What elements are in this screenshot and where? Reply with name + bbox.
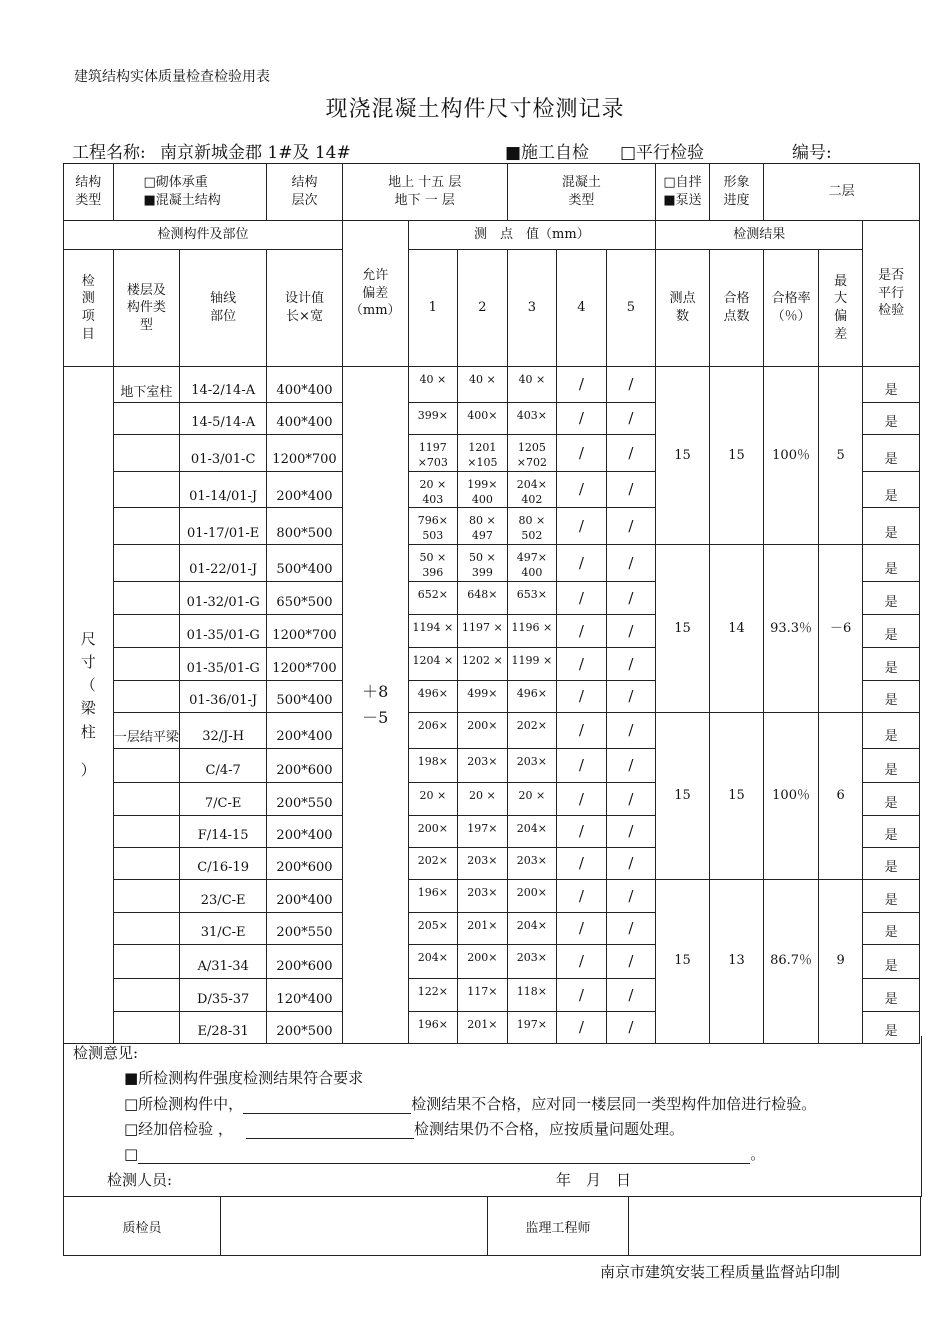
measure-cell: 50 × 399 [458, 545, 508, 582]
measure-cell: 1197 ×703 [408, 435, 458, 472]
measure-cell: 199× 400 [458, 471, 508, 508]
item-name-char: 尺 [80, 629, 96, 648]
measure-cell-empty: / [606, 647, 656, 680]
axis-cell: 31/C-E [180, 912, 267, 944]
measure-cell-empty: / [557, 403, 607, 435]
points-count-cell: 15 [656, 712, 710, 879]
floor-type-cell [113, 403, 180, 435]
measure-cell: 1197 × [458, 614, 508, 647]
point-5-header: 5 [606, 250, 656, 367]
measure-cell-empty: / [557, 545, 607, 582]
measure-cell-empty: / [606, 614, 656, 647]
floor-level-label: 结构 层次 [267, 164, 343, 221]
measure-cell: 197× [458, 815, 508, 847]
design-value-cell: 1200*700 [267, 614, 343, 647]
measure-cell-empty: / [606, 912, 656, 944]
progress-value: 二层 [764, 164, 920, 221]
measure-cell: 1204 × [408, 647, 458, 680]
measure-cell-empty: / [606, 367, 656, 403]
measure-cell: 20 × [408, 782, 458, 815]
measure-cell: 198× [408, 748, 458, 782]
design-value-cell: 200*400 [267, 815, 343, 847]
design-value-header: 设计值 长×宽 [267, 250, 343, 367]
max-deviation-header: 最 大 偏 差 [818, 250, 862, 367]
other-opinion-blank[interactable] [138, 1147, 750, 1164]
pass-points-header: 合格 点数 [709, 250, 764, 367]
concrete-option[interactable]: ■混凝土结构 [143, 193, 221, 208]
measure-cell-empty: / [606, 847, 656, 879]
measure-cell: 203× [458, 879, 508, 912]
design-value-cell: 200*600 [267, 847, 343, 879]
parallel-cell: 是 [863, 912, 920, 944]
parallel-cell: 是 [863, 680, 920, 712]
measure-cell: 205× [408, 912, 458, 944]
pass-points-cell: 14 [709, 545, 764, 713]
measure-cell: 653× [507, 581, 557, 614]
design-value-cell: 500*400 [267, 545, 343, 582]
measure-cell-empty: / [557, 815, 607, 847]
max-deviation-cell: 5 [818, 367, 862, 545]
axis-cell: D/35-37 [180, 978, 267, 1011]
floor-type-cell: 地下室柱 [113, 367, 180, 403]
floor-type-cell [113, 471, 180, 508]
axis-cell: 01-32/01-G [180, 581, 267, 614]
pass-rate-header: 合格率 （％） [764, 250, 819, 367]
parallel-cell: 是 [863, 471, 920, 508]
floor-type-cell [113, 879, 180, 912]
floor-type-cell [113, 912, 180, 944]
inspection-table [63, 163, 920, 1044]
measure-cell-empty: / [557, 435, 607, 472]
parallel-cell: 是 [863, 944, 920, 978]
measure-cell-empty: / [557, 782, 607, 815]
floor-type-cell [113, 435, 180, 472]
measure-cell: 117× [458, 978, 508, 1011]
opinion-label: 检测意见: [73, 1044, 139, 1062]
structure-type-label: 结构 类型 [64, 164, 114, 221]
measure-cell-empty: / [557, 614, 607, 647]
max-deviation-cell: 9 [818, 879, 862, 1043]
tolerance-minus: －5 [362, 707, 389, 727]
measure-cell: 80 × 502 [507, 508, 557, 545]
signature-table [63, 1196, 921, 1256]
measure-cell-empty: / [606, 435, 656, 472]
concrete-type-options [656, 164, 710, 221]
floor-type-cell [113, 978, 180, 1011]
measure-cell-empty: / [557, 1011, 607, 1043]
measure-cell: 1205 ×702 [507, 435, 557, 472]
measure-cell: 40 × [458, 367, 508, 403]
header-group-row [64, 221, 920, 250]
measure-cell: 118× [507, 978, 557, 1011]
measure-cell: 20 × 403 [408, 471, 458, 508]
measure-cell-empty: / [557, 847, 607, 879]
points-count-header: 测点 数 [656, 250, 710, 367]
item-header: 检 测 项 目 [64, 250, 114, 367]
pass-rate-cell: 100％ [764, 367, 819, 545]
measure-cell: 1201 ×105 [458, 435, 508, 472]
measure-cell: 197× [507, 1011, 557, 1043]
measure-cell: 204× [408, 944, 458, 978]
measure-cell-empty: / [606, 508, 656, 545]
measure-cell: 203× [458, 748, 508, 782]
floor-type-header: 楼层及 构件类 型 [113, 250, 180, 367]
floor-type-cell [113, 748, 180, 782]
pass-points-cell: 15 [709, 367, 764, 545]
axis-cell: 14-2/14-A [180, 367, 267, 403]
pass-rate-cell: 100％ [764, 712, 819, 879]
measure-cell: 201× [458, 1011, 508, 1043]
design-value-cell: 800*500 [267, 508, 343, 545]
floor-type-cell: 一层结平梁 [113, 712, 180, 748]
axis-cell: 01-3/01-C [180, 435, 267, 472]
parallel-cell: 是 [863, 712, 920, 748]
axis-cell: 01-22/01-J [180, 545, 267, 582]
measure-cell-empty: / [557, 581, 607, 614]
design-value-cell: 200*400 [267, 712, 343, 748]
opinion-option-recheck[interactable]: □经加倍检验 ， 检测结果仍不合格，应按质量问题处理。 [124, 1120, 684, 1138]
measure-cell: 1194 × [408, 614, 458, 647]
measure-cell: 203× [507, 748, 557, 782]
measure-cell-empty: / [606, 680, 656, 712]
progress-label: 形象 进度 [709, 164, 764, 221]
opinion-option-other[interactable]: □ 。 [124, 1145, 766, 1163]
measure-cell-empty: / [606, 815, 656, 847]
item-name-char: 柱 [80, 722, 96, 741]
date-label: 年 月 日 [556, 1171, 632, 1189]
measure-cell: 202× [507, 712, 557, 748]
axis-cell: 01-36/01-J [180, 680, 267, 712]
table-row [64, 879, 920, 912]
measure-cell: 40 × [507, 367, 557, 403]
point-4-header: 4 [557, 250, 607, 367]
measure-cell: 204× [507, 912, 557, 944]
page-title: 现浇混凝土构件尺寸检测记录 [325, 97, 625, 122]
measure-cell-empty: / [606, 712, 656, 748]
design-value-cell: 1200*700 [267, 435, 343, 472]
design-value-cell: 200*600 [267, 748, 343, 782]
axis-cell: C/16-19 [180, 847, 267, 879]
measure-cell-empty: / [606, 748, 656, 782]
measure-cell: 20 × [458, 782, 508, 815]
measure-cell: 201× [458, 912, 508, 944]
parallel-cell: 是 [863, 403, 920, 435]
floor-type-cell [113, 545, 180, 582]
measure-cell: 204× [507, 815, 557, 847]
axis-cell: F/14-15 [180, 815, 267, 847]
design-value-cell: 650*500 [267, 581, 343, 614]
measure-cell-empty: / [606, 978, 656, 1011]
serial-number-label: 编号: [792, 143, 832, 163]
design-value-cell: 200*400 [267, 471, 343, 508]
concrete-type-label: 混凝土 类型 [507, 164, 656, 221]
measure-cell: 202× [408, 847, 458, 879]
parallel-cell: 是 [863, 1011, 920, 1043]
qc-inspector-signature[interactable] [221, 1197, 488, 1256]
floor-levels: 地上 十五 层 地下 一 层 [342, 164, 507, 221]
axis-cell: 01-35/01-G [180, 647, 267, 680]
floor-type-cell [113, 815, 180, 847]
points-count-cell: 15 [656, 545, 710, 713]
design-value-cell: 200*550 [267, 912, 343, 944]
measure-cell: 203× [458, 847, 508, 879]
measure-cell-empty: / [557, 912, 607, 944]
design-value-cell: 200*550 [267, 782, 343, 815]
group-components-header: 检测构件及部位 [64, 221, 343, 250]
axis-cell: 32/J-H [180, 712, 267, 748]
parallel-cell: 是 [863, 815, 920, 847]
item-name-char: 梁 [80, 699, 96, 718]
axis-cell: 01-14/01-J [180, 471, 267, 508]
supervisor-signature[interactable] [629, 1197, 921, 1256]
parallel-cell: 是 [863, 647, 920, 680]
inspector-label: 检测人员: [107, 1171, 173, 1189]
point-3-header: 3 [507, 250, 557, 367]
measure-cell-empty: / [557, 471, 607, 508]
tolerance-header: 允许 偏差 （mm） [342, 221, 408, 367]
measure-cell: 196× [408, 1011, 458, 1043]
parallel-header: 是否 平行 检验 [863, 221, 920, 367]
points-count-cell: 15 [656, 879, 710, 1043]
axis-cell: E/28-31 [180, 1011, 267, 1043]
parallel-cell: 是 [863, 508, 920, 545]
measure-cell: 403× [507, 403, 557, 435]
parallel-cell: 是 [863, 367, 920, 403]
info-row [64, 164, 920, 221]
measure-cell-empty: / [557, 680, 607, 712]
parallel-cell: 是 [863, 748, 920, 782]
form-usage-label: 建筑结构实体质量检查检验用表 [74, 69, 270, 85]
item-name-char: （ [80, 676, 96, 695]
axis-cell: A/31-34 [180, 944, 267, 978]
measure-cell: 40 × [408, 367, 458, 403]
axis-cell: C/4-7 [180, 748, 267, 782]
measure-cell-empty: / [606, 944, 656, 978]
measure-cell: 648× [458, 581, 508, 614]
pass-points-cell: 13 [709, 879, 764, 1043]
measure-cell: 400× [458, 403, 508, 435]
point-2-header: 2 [458, 250, 508, 367]
design-value-cell: 1200*700 [267, 647, 343, 680]
measure-cell: 399× [408, 403, 458, 435]
max-deviation-cell: －6 [818, 545, 862, 713]
measure-cell: 200× [458, 712, 508, 748]
parallel-cell: 是 [863, 847, 920, 879]
axis-header: 轴线 部位 [180, 250, 267, 367]
table-row [64, 712, 920, 748]
parallel-cell: 是 [863, 581, 920, 614]
parallel-cell: 是 [863, 879, 920, 912]
item-name-cell [64, 367, 114, 1044]
measure-cell: 652× [408, 581, 458, 614]
floor-type-cell [113, 581, 180, 614]
point-1-header: 1 [408, 250, 458, 367]
result-group-header: 检测结果 [656, 221, 863, 250]
pass-points-cell: 15 [709, 712, 764, 879]
measure-cell-empty: / [606, 1011, 656, 1043]
design-value-cell: 120*400 [267, 978, 343, 1011]
points-count-cell: 15 [656, 367, 710, 545]
measure-cell: 203× [507, 944, 557, 978]
measure-cell: 1199 × [507, 647, 557, 680]
design-value-cell: 500*400 [267, 680, 343, 712]
fail-count-blank[interactable] [243, 1097, 411, 1114]
measure-cell: 204× 402 [507, 471, 557, 508]
tolerance-plus: ＋8 [362, 682, 389, 702]
measure-cell-empty: / [557, 978, 607, 1011]
self-mix-option[interactable]: □自拌 [663, 175, 702, 191]
parallel-cell: 是 [863, 545, 920, 582]
self-check-option[interactable]: ■施工自检 [505, 143, 590, 163]
parallel-cell: 是 [863, 978, 920, 1011]
measure-cell: 20 × [507, 782, 557, 815]
measure-cell-empty: / [606, 581, 656, 614]
recheck-count-blank[interactable] [246, 1122, 414, 1139]
measure-cell-empty: / [606, 879, 656, 912]
measure-cell: 206× [408, 712, 458, 748]
measure-cell: 1202 × [458, 647, 508, 680]
pass-rate-cell: 86.7％ [764, 879, 819, 1043]
table-row [64, 367, 920, 403]
table-row [64, 545, 920, 582]
measure-cell-empty: / [557, 367, 607, 403]
floor-type-cell [113, 944, 180, 978]
max-deviation-cell: 6 [818, 712, 862, 879]
item-name-char: 寸 [80, 652, 96, 671]
axis-cell: 23/C-E [180, 879, 267, 912]
measure-cell: 1196 × [507, 614, 557, 647]
opinion-section [63, 1036, 922, 1197]
floor-type-cell [113, 782, 180, 815]
measure-cell-empty: / [557, 647, 607, 680]
measure-cell-empty: / [606, 782, 656, 815]
axis-cell: 7/C-E [180, 782, 267, 815]
opinion-option-pass[interactable]: ■所检测构件强度检测结果符合要求 [124, 1069, 364, 1087]
qc-inspector-label: 质检员 [64, 1197, 221, 1256]
measure-cell: 200× [507, 879, 557, 912]
floor-type-cell [113, 847, 180, 879]
measure-cell: 50 × 396 [408, 545, 458, 582]
parallel-check-option[interactable]: □平行检验 [620, 143, 705, 163]
measure-cell: 122× [408, 978, 458, 1011]
floor-type-cell [113, 614, 180, 647]
axis-cell: 01-35/01-G [180, 614, 267, 647]
floor-type-cell [113, 647, 180, 680]
parallel-cell: 是 [863, 435, 920, 472]
design-value-cell: 200*500 [267, 1011, 343, 1043]
measure-cell: 796× 503 [408, 508, 458, 545]
measure-cell-empty: / [557, 748, 607, 782]
header-row [64, 250, 920, 367]
measure-cell-empty: / [557, 712, 607, 748]
axis-cell: 14-5/14-A [180, 403, 267, 435]
supervisor-label: 监理工程师 [488, 1197, 629, 1256]
design-value-cell: 400*400 [267, 403, 343, 435]
measure-cell: 496× [507, 680, 557, 712]
structure-type-options [113, 164, 267, 221]
project-name: 南京新城金郡 1#及 14# [160, 143, 351, 163]
measure-cell: 203× [507, 847, 557, 879]
design-value-cell: 200*600 [267, 944, 343, 978]
project-label: 工程名称: [72, 143, 146, 163]
floor-type-cell [113, 680, 180, 712]
measure-cell: 196× [408, 879, 458, 912]
measure-cell-empty: / [606, 403, 656, 435]
measure-cell-empty: / [557, 944, 607, 978]
measure-cell-empty: / [557, 508, 607, 545]
pass-rate-cell: 93.3％ [764, 545, 819, 713]
design-value-cell: 400*400 [267, 367, 343, 403]
footer-printer: 南京市建筑安装工程质量监督站印制 [600, 1263, 841, 1281]
measure-cell-empty: / [606, 471, 656, 508]
measure-group-header: 测 点 值（mm） [408, 221, 656, 250]
measure-cell: 200× [458, 944, 508, 978]
tolerance-cell [342, 367, 408, 1044]
masonry-option[interactable]: □砌体承重 [143, 175, 208, 191]
measure-cell: 497× 400 [507, 545, 557, 582]
axis-cell: 01-17/01-E [180, 508, 267, 545]
measure-cell: 80 × 497 [458, 508, 508, 545]
design-value-cell: 200*400 [267, 879, 343, 912]
measure-cell: 499× [458, 680, 508, 712]
measure-cell-empty: / [557, 879, 607, 912]
floor-type-cell [113, 508, 180, 545]
item-name-char: ） [80, 760, 96, 779]
opinion-option-fail[interactable]: □所检测构件中， 检测结果不合格，应对同一楼层同一类型构件加倍进行检验。 [124, 1095, 817, 1113]
measure-cell: 496× [408, 680, 458, 712]
parallel-cell: 是 [863, 614, 920, 647]
measure-cell-empty: / [606, 545, 656, 582]
pump-option[interactable]: ■泵送 [663, 193, 702, 208]
parallel-cell: 是 [863, 782, 920, 815]
measure-cell: 200× [408, 815, 458, 847]
